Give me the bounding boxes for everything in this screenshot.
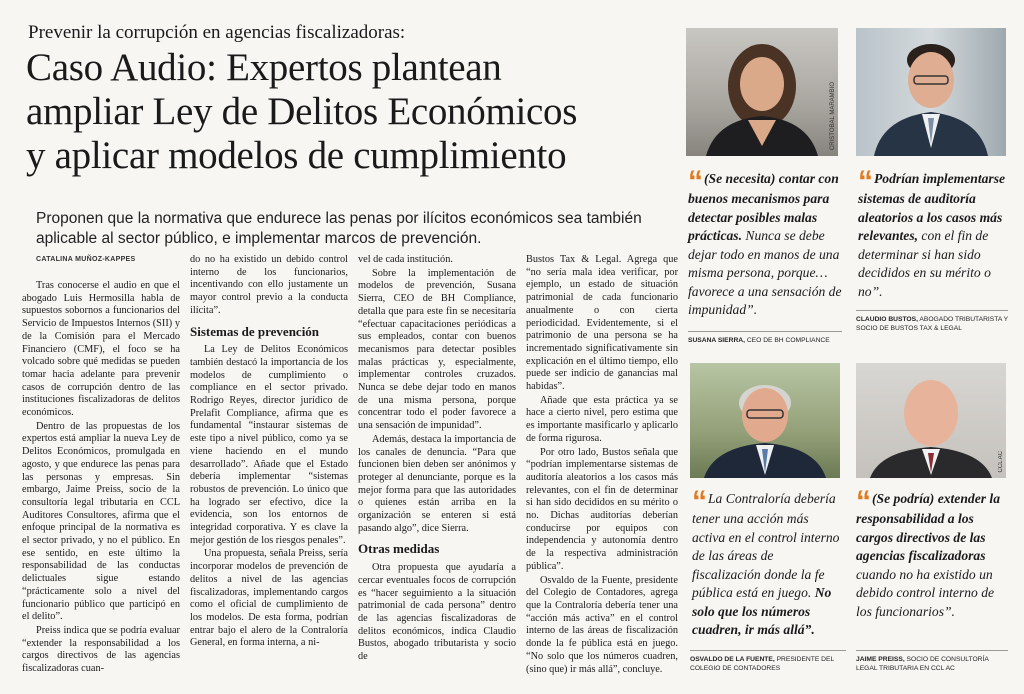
photo-credit: CCL AC <box>998 450 1004 472</box>
quote-italic-text: con el fin de determinar si han sido decididos en su mérito o no”. <box>858 228 991 299</box>
quote-italic-text: Nunca se debe dejar todo en manos de una misma persona, porque… favorece a una sensación de impunidad”. <box>688 228 842 317</box>
paragraph: Por otro lado, Bustos señala que “podrían implementarse sistemas de auditoría aleatorios a los casos más relevantes, con el fin de determinar si han sido decididos en su mérito o no. Dichas auditorías deberían conducirse por equipos con independencia y autonomía dentro de la respectiva administración pública”. <box>526 446 678 572</box>
portrait-man-illustration <box>856 28 1006 156</box>
quote-mark-icon: “ <box>856 485 868 518</box>
quote-attribution-2 <box>856 310 1008 333</box>
paragraph: Añade que esta práctica ya se hace a cierto nivel, pero estima que es importante masificarlo y aplicarlo de forma rigurosa. <box>526 394 678 444</box>
quote-italic-text: cuando no ha existido un debido control interno de los funcionarios”. <box>856 566 995 619</box>
body-column-3 <box>358 254 516 665</box>
quote-bold-text: No solo que los números cuadren, ir más allá”. <box>692 585 832 637</box>
pull-quote-3 <box>692 485 842 640</box>
section-heading: Sistemas de prevención <box>190 323 320 339</box>
paragraph: Dentro de las propuestas de los expertos está ampliar la nueva Ley de Delitos Económicos, promulgada en agosto, y que endurece las penas para las personas y empresas. Sin embargo, Jaime Preiss, socio de la consultoría legal tributaria en CCL Auditores Consultores, afirma que el enfoque principal de la normativa es el sector privado, y no el público. En ese sentido, en este último la responsabilidad de las conductas delictuales sigue estando “prácticamente solo a nivel del funcionario público que participó en el delito”. <box>22 420 180 623</box>
portrait-man-illustration <box>690 363 840 478</box>
deck-subheadline: Proponen que la normativa que endurece las penas por ilícitos económicos sea también aplicable al sector público, e implementar marcos de prevención. <box>36 210 642 247</box>
quote-italic-text: La Contraloría debería tener una acción más activa en el control interno de las áreas de fiscalización donde la fe pública está en juego. <box>692 491 840 600</box>
headline-line-2: ampliar Ley de Delitos Económicos <box>26 90 578 133</box>
paragraph: Otra propuesta que ayudaría a cercar eventuales focos de corrupción es “hacer seguimiento a la situación patrimonial de cada persona” dentro de las agencias fiscalizadoras de delitos económicos, indica Claudio Bustos, abogado tributarista y socio de <box>358 562 516 663</box>
portrait-photo-claudio-bustos <box>856 28 1006 156</box>
quote-bold-text: (Se podría) extender la responsabilidad a los cargos directivos de las agencias fiscalizadoras <box>856 491 1000 563</box>
attribution-role: CEO DE BH COMPLIANCE <box>744 337 830 344</box>
body-column-1 <box>22 280 180 677</box>
paragraph: Preiss indica que se podría evaluar “extender la responsabilidad a los cargos directivos de las agencias fiscalizadoras cuan- <box>22 624 180 675</box>
quote-bold-text: Podrían implementarse sistemas de auditoría aleatorios a los casos más relevantes, <box>858 171 1006 243</box>
portrait-woman-illustration <box>686 28 838 156</box>
pull-quote-1 <box>688 165 844 320</box>
body-column-4 <box>526 254 678 677</box>
paragraph: vel de cada institución. <box>358 254 453 265</box>
quote-bold-text: (Se necesita) contar con buenos mecanismos para detectar posibles malas prácticas. <box>688 171 839 243</box>
pull-quote-2 <box>858 165 1008 301</box>
quote-mark-icon: “ <box>858 165 870 198</box>
paragraph: Además, destaca la importancia de los canales de denuncia. “Para que funcionen bien deben ser anónimos y proteger al denunciante, porque es la mejor forma para que las autoridades o quienes están arriba en la organización se enteren si está pasando algo”, dice Sierra. <box>358 433 516 534</box>
paragraph: Sobre la implementación de modelos de prevención, Susana Sierra, CEO de BH Compliance, detalla que para este fin se necesitaría “efectuar capacitaciones periódicas a sus empleados, contar con buenos mecanismos para detectar posibles malas prácticas y, especialmente, implementar controles cruzados. Nunca se debe dejar todo en manos de una misma persona, porque concentrar todo el poder favorece a una sensación de impunidad”. <box>358 267 516 432</box>
headline-line-3: y aplicar modelos de cumplimiento <box>26 134 567 177</box>
paragraph: Una propuesta, señala Preiss, sería incorporar modelos de prevención de delitos a nivel de las agencias fiscalizadoras, implementando cargos como el oficial de cumplimiento de los modelos. De esta forma, podrían entrar bajo el alero de la Contraloría General, en forma interna, a ni- <box>190 548 348 649</box>
headline-line-1: Caso Audio: Expertos plantean <box>26 46 502 89</box>
quote-attribution-3 <box>690 650 846 673</box>
attribution-name: OSVALDO DE LA FUENTE, <box>690 656 775 663</box>
attribution-role: ABOGADO TRIBUTARISTA Y SOCIO DE BUSTOS TAX & LEGAL <box>856 316 1008 332</box>
headline <box>26 46 676 178</box>
attribution-name: CLAUDIO BUSTOS, <box>856 316 918 323</box>
byline: CATALINA MUÑOZ-KAPPES <box>36 256 136 263</box>
paragraph: La Ley de Delitos Económicos también destacó la importancia de los modelos de cumplimiento o compliance en el sector privado. Rodrigo Reyes, director jurídico de Prelafit Compliance, afirma que es fundamental “instaurar sistemas de este tipo a nivel público, como ya se viene haciendo en el mundo desarrollado”. Añade que el Estado debería implementar “sistemas robustos de prevención. Lo único que ha logrado ser efectivo, dice la evidencia, son los entornos de integridad corporativa. Y es clave la mejor gestión de los riesgos penales”. <box>190 344 348 546</box>
paragraph: Bustos Tax & Legal. Agrega que “no sería mala idea verificar, por ejemplo, un estado de situación patrimonial de cada funcionario anualmente o con cierta periodicidad. Evidentemente, si el patrimonio de una persona se ha incrementado significativamente sin explicación en el último tiempo, ello puede ser indicio de ganancias mal habidas”. <box>526 254 678 393</box>
portrait-man-illustration <box>856 363 1006 478</box>
paragraph: do no ha existido un debido control interno de los funcionarios, incentivando con ello justamente un mayor control previo a la conducta ilícita”. <box>190 254 348 316</box>
quote-mark-icon: “ <box>692 485 704 518</box>
paragraph: Osvaldo de la Fuente, presidente del Colegio de Contadores, agrega que la Contraloría debería tener una “acción más activa” en el control interno de las áreas de fiscalización donde la fe pública está en juego. “No solo que los números cuadren, (sino que) ir más allá”, concluye. <box>526 574 678 675</box>
quote-mark-icon: “ <box>688 165 700 198</box>
attribution-role: SOCIO DE CONSULTORÍA LEGAL TRIBUTARIA EN CCL AC <box>856 656 989 672</box>
portrait-photo-jaime-preiss <box>856 363 1006 478</box>
kicker: Prevenir la corrupción en agencias fiscalizadoras: <box>28 22 406 43</box>
attribution-role: PRESIDENTE DEL COLEGIO DE CONTADORES <box>690 656 834 672</box>
pull-quote-4 <box>856 485 1008 621</box>
section-heading: Otras medidas <box>358 541 440 557</box>
quote-attribution-4 <box>856 650 1008 673</box>
paragraph: Tras conocerse el audio en que el abogado Luis Hermosilla habla de supuestos sobornos a funcionarios del Servicio de Impuestos Internos (SII) y de la Comisión para el Mercado Financiero (CMF), el foco se ha volcado sobre qué medidas se pueden tomar hacia adelante para prevenir casos de corrupción dentro de las instituciones fiscalizadoras de delitos económicos. <box>22 280 180 419</box>
attribution-name: SUSANA SIERRA, <box>688 337 745 344</box>
portrait-photo-osvaldo-de-la-fuente <box>690 363 840 478</box>
body-column-2 <box>190 254 348 651</box>
attribution-name: JAIME PREISS, <box>856 656 905 663</box>
quote-attribution-1 <box>688 331 842 345</box>
photo-credit: CRISTÓBAL MARAMBIO <box>830 81 836 150</box>
portrait-photo-susana-sierra <box>686 28 838 156</box>
